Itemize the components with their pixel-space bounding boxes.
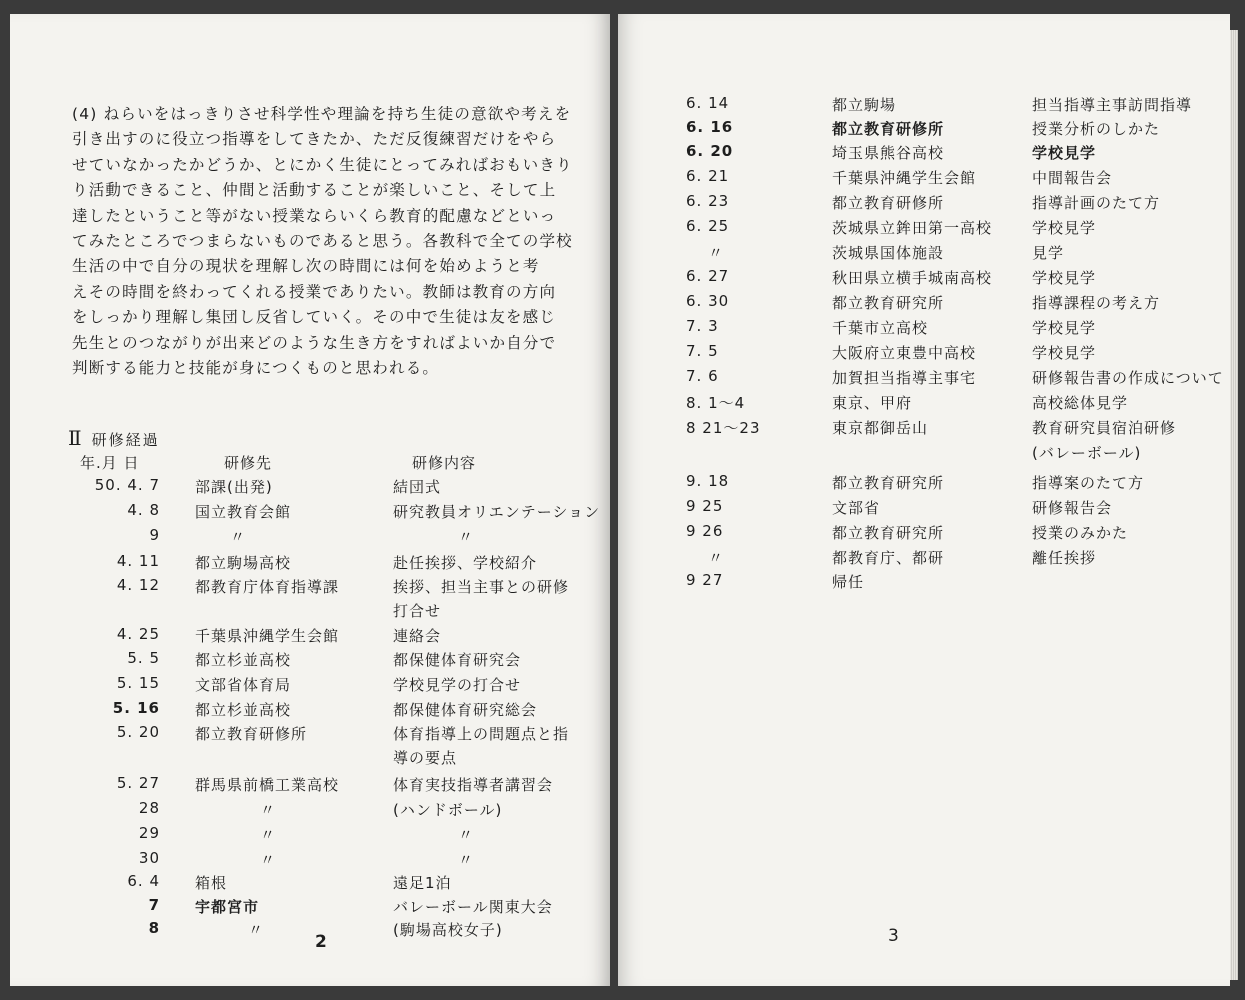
row-date: 8 21〜23 xyxy=(686,419,761,437)
row-content: 担当指導主事訪問指導 xyxy=(1032,96,1193,114)
table-row xyxy=(686,317,1216,341)
table-row xyxy=(10,824,600,848)
table-row xyxy=(10,747,600,771)
table-row xyxy=(686,392,1216,416)
row-content: 学校見学 xyxy=(1032,144,1097,162)
row-date: 7 xyxy=(148,896,160,914)
row-content: 離任挨拶 xyxy=(1032,549,1097,567)
row-content: 学校見学の打合せ xyxy=(393,676,522,694)
row-date: 6. 25 xyxy=(686,217,730,235)
row-date: 29 xyxy=(138,824,160,842)
row-content: 見学 xyxy=(1032,244,1065,262)
table-row xyxy=(10,919,600,943)
row-place: 都立駒場高校 xyxy=(195,554,292,572)
row-place: 千葉市立高校 xyxy=(832,319,929,337)
table-row xyxy=(686,267,1216,291)
paragraph-line: 判断する能力と技能が身につくものと思われる。 xyxy=(72,359,440,378)
row-date: 7. 6 xyxy=(686,367,719,385)
row-date: 〃 xyxy=(708,549,725,567)
row-place: 都教育庁、都研 xyxy=(832,549,945,567)
row-content: (ハンドボール) xyxy=(393,801,503,819)
row-content: 指導計画のたて方 xyxy=(1032,194,1161,212)
page-number: 2 xyxy=(315,932,327,952)
paragraph-line: をしっかり理解し集団し反省していく。その中で生徒は友を感じ xyxy=(72,308,556,327)
table-row xyxy=(686,167,1216,191)
table-row xyxy=(10,674,600,698)
row-place: 群馬県前橋工業高校 xyxy=(195,776,340,794)
row-date: 6. 16 xyxy=(686,118,734,136)
table-row xyxy=(686,522,1216,546)
row-content: 研修報告会 xyxy=(1032,499,1113,517)
row-content: 導の要点 xyxy=(393,749,458,767)
section-roman-numeral: Ⅱ xyxy=(68,426,84,450)
row-content: 指導課程の考え方 xyxy=(1032,294,1161,312)
row-content: 体育実技指導者講習会 xyxy=(393,776,554,794)
row-date: 6. 14 xyxy=(686,94,730,112)
paragraph-line: せていなかったかどうか、とにかく生徒にとってみればおもいきり xyxy=(72,155,573,174)
paragraph-line: (4) ねらいをはっきりさせ科学性や理論を持ち生徒の意欲や考えを xyxy=(72,105,572,123)
table-row xyxy=(686,547,1216,571)
row-date: 6. 30 xyxy=(686,292,730,310)
table-row xyxy=(686,142,1216,166)
row-place: 茨城県立鉾田第一高校 xyxy=(832,219,993,237)
row-date: 9 26 xyxy=(686,522,724,540)
paragraph-line: 引き出すのに役立つ指導をしてきたか、ただ反復練習だけをやら xyxy=(72,130,557,149)
row-place: 都立杉並高校 xyxy=(195,701,292,719)
row-place: 〃 xyxy=(260,801,277,819)
table-row xyxy=(10,872,600,896)
table-row xyxy=(10,576,600,600)
row-place: 〃 xyxy=(230,528,247,546)
table-row xyxy=(686,94,1216,118)
row-place: 千葉県沖縄学生会館 xyxy=(832,169,977,187)
row-date: 8 xyxy=(148,919,160,937)
table-row xyxy=(686,417,1216,441)
row-place: 都立杉並高校 xyxy=(195,651,292,669)
table-row xyxy=(10,501,600,525)
left-page xyxy=(10,14,610,986)
row-place: 文部省 xyxy=(832,499,881,517)
table-row xyxy=(686,367,1224,391)
row-place: 都立教育研究所 xyxy=(832,294,945,312)
row-place: 東京都御岳山 xyxy=(832,419,929,437)
row-date: 9. 18 xyxy=(686,472,730,490)
table-row xyxy=(10,774,600,798)
row-content: 〃 xyxy=(458,528,475,546)
row-content: バレーボール関東大会 xyxy=(393,898,553,916)
row-content: 都保健体育研究総会 xyxy=(393,701,538,719)
row-place: 文部省体育局 xyxy=(195,676,292,694)
reflection-paragraph xyxy=(72,102,592,381)
row-date: 4. 25 xyxy=(116,625,160,643)
row-date: 7. 3 xyxy=(686,317,719,335)
row-date: 50. 4. 7 xyxy=(94,476,160,494)
row-place: 部課(出発) xyxy=(195,478,273,496)
header-content: 研修内容 xyxy=(412,454,477,472)
row-date: 4. 11 xyxy=(116,552,160,570)
table-row xyxy=(10,526,600,550)
row-content: 中間報告会 xyxy=(1032,169,1113,187)
row-content: (バレーボール) xyxy=(1032,444,1142,462)
row-place: 茨城県国体施設 xyxy=(832,244,945,262)
page-edges xyxy=(1230,30,1238,980)
row-date: 7. 5 xyxy=(686,342,719,360)
row-date: 30 xyxy=(138,849,160,867)
row-content: 学校見学 xyxy=(1032,319,1097,337)
row-place: 箱根 xyxy=(195,874,228,892)
row-place: 千葉県沖縄学生会館 xyxy=(195,627,340,645)
row-content: 研修報告書の作成について xyxy=(1032,369,1224,387)
table-row xyxy=(686,497,1216,521)
row-place: 都教育庁体育指導課 xyxy=(195,578,340,596)
table-row xyxy=(10,799,600,823)
row-date: 9 25 xyxy=(686,497,724,515)
table-row xyxy=(10,600,600,624)
table-row xyxy=(10,849,600,873)
row-place: 都立教育研修所 xyxy=(832,194,945,212)
schedule-header-row xyxy=(0,452,554,476)
page-number: 3 xyxy=(888,926,899,946)
row-date: 6. 27 xyxy=(686,267,730,285)
table-row xyxy=(10,723,600,747)
row-date: 6. 21 xyxy=(686,167,730,185)
row-content: 〃 xyxy=(458,851,475,869)
row-content: 学校見学 xyxy=(1032,219,1097,237)
row-content: 結団式 xyxy=(393,478,442,496)
row-date: 5. 16 xyxy=(112,699,160,717)
row-date: 8. 1〜4 xyxy=(686,394,746,412)
row-date: 5. 20 xyxy=(116,723,160,741)
row-place: 〃 xyxy=(248,921,265,939)
row-place: 都立教育研修所 xyxy=(195,725,308,743)
table-row xyxy=(686,342,1216,366)
row-content: (駒場高校女子) xyxy=(393,921,503,939)
row-content: 連絡会 xyxy=(393,627,442,645)
row-place: 都立駒場 xyxy=(832,96,897,114)
row-date: 5. 15 xyxy=(116,674,160,692)
row-content: 授業のみかた xyxy=(1032,524,1129,542)
row-date: 6. 4 xyxy=(127,872,160,890)
table-row xyxy=(10,476,600,500)
header-place: 研修先 xyxy=(224,454,273,472)
row-date: 28 xyxy=(138,799,160,817)
row-content: 赴任挨拶、学校紹介 xyxy=(393,554,538,572)
table-row xyxy=(686,192,1216,216)
row-content: 挨拶、担当主事との研修 xyxy=(393,578,570,596)
table-row xyxy=(686,571,1216,595)
row-content: 授業分析のしかた xyxy=(1032,120,1161,138)
table-row xyxy=(10,699,600,723)
row-content: 高校総体見学 xyxy=(1032,394,1129,412)
paragraph-line: 達したということ等がない授業ならいくら教育的配慮などといっ xyxy=(72,206,557,225)
row-date: 9 xyxy=(149,526,160,544)
header-date: 年.月 日 xyxy=(80,454,140,472)
row-place: 東京、甲府 xyxy=(832,394,913,412)
row-content: 体育指導上の問題点と指 xyxy=(393,725,570,743)
row-content: 学校見学 xyxy=(1032,269,1097,287)
row-place: 都立教育研修所 xyxy=(832,120,945,138)
row-content: 研究教員オリエンテーション xyxy=(393,503,601,521)
row-place: 〃 xyxy=(260,851,277,869)
right-page xyxy=(618,14,1230,986)
table-row xyxy=(686,242,1216,266)
table-row xyxy=(10,625,600,649)
table-row xyxy=(686,217,1216,241)
row-place: 都立教育研究所 xyxy=(832,474,945,492)
table-row xyxy=(686,472,1216,496)
row-content: 学校見学 xyxy=(1032,344,1097,362)
row-date: 5. 27 xyxy=(116,774,160,792)
paragraph-line: 生活の中で自分の現状を理解し次の時間には何を始めようと考 xyxy=(72,257,540,276)
row-date: 5. 5 xyxy=(127,649,160,667)
row-date: 4. 8 xyxy=(127,501,160,519)
row-content: 〃 xyxy=(458,826,475,844)
section-title: 研修経過 xyxy=(91,431,160,449)
paragraph-line: てみたところでつまらないものであると思う。各教科で全ての学校 xyxy=(72,232,573,251)
table-row xyxy=(10,552,600,576)
row-date: 〃 xyxy=(708,244,725,262)
paragraph-line: 先生とのつながりが出来どのような生き方をすればよいか自分で xyxy=(72,333,557,352)
table-row xyxy=(686,442,1216,466)
table-row xyxy=(10,649,600,673)
row-content: 教育研究員宿泊研修 xyxy=(1032,419,1177,437)
row-place: 宇都宮市 xyxy=(195,898,260,916)
row-place: 都立教育研究所 xyxy=(832,524,945,542)
row-date: 9 27 xyxy=(686,571,724,589)
row-place: 〃 xyxy=(260,826,277,844)
section-heading xyxy=(68,426,160,450)
row-place: 国立教育会館 xyxy=(195,503,292,521)
paragraph-line: えその時間を終わってくれる授業でありたい。教師は教育の方向 xyxy=(72,282,557,301)
row-place: 大阪府立東豊中高校 xyxy=(832,344,977,362)
row-date: 6. 20 xyxy=(686,142,734,160)
row-date: 4. 12 xyxy=(116,576,160,594)
row-date: 6. 23 xyxy=(686,192,730,210)
table-row xyxy=(10,896,600,920)
table-row xyxy=(686,292,1216,316)
row-place: 加賀担当指導主事宅 xyxy=(832,369,977,387)
row-place: 埼玉県熊谷高校 xyxy=(832,144,945,162)
row-content: 打合せ xyxy=(393,602,442,620)
row-place: 秋田県立横手城南高校 xyxy=(832,269,993,287)
row-content: 都保健体育研究会 xyxy=(393,651,522,669)
row-content: 遠足1泊 xyxy=(393,874,452,892)
row-content: 指導案のたて方 xyxy=(1032,474,1145,492)
paragraph-line: り活動できること、仲間と活動することが楽しいこと、そして上 xyxy=(72,181,557,200)
table-row xyxy=(686,118,1216,142)
row-place: 帰任 xyxy=(832,573,865,591)
